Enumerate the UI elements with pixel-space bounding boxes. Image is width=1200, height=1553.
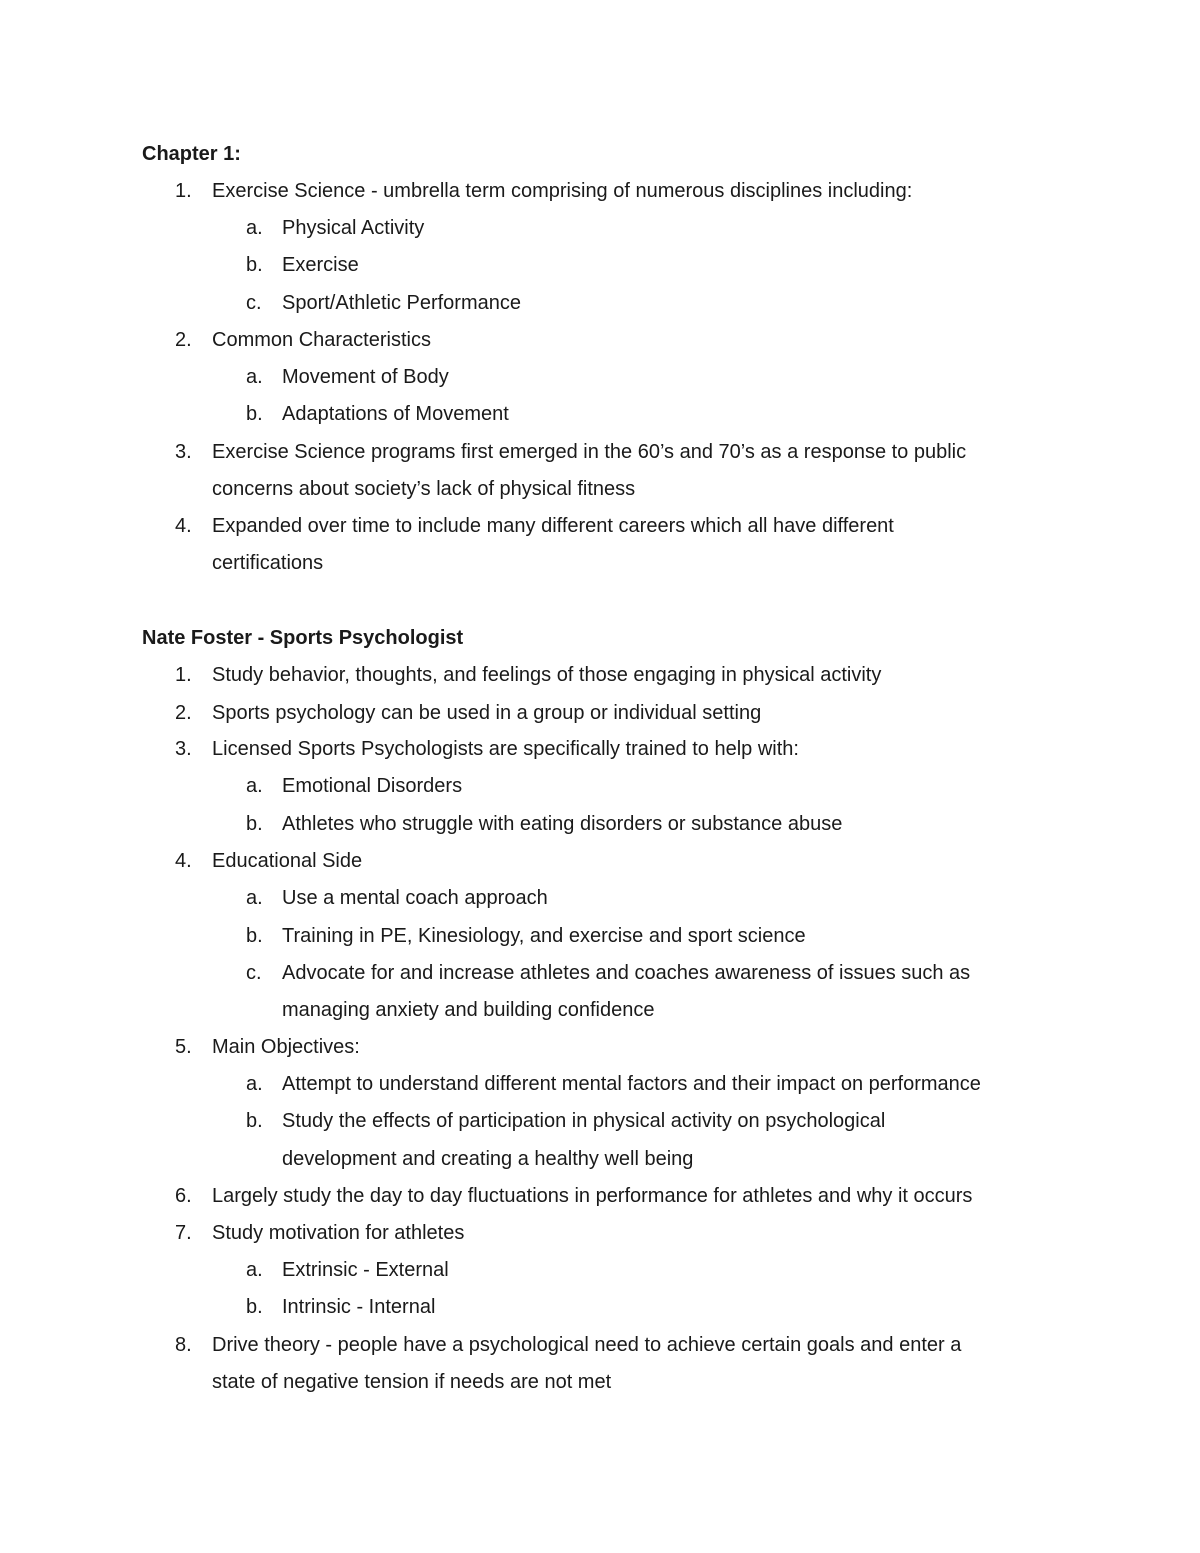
sub-list-marker: c. — [246, 962, 262, 984]
list-text: Licensed Sports Psychologists are specifically trained to help with: — [212, 738, 799, 760]
list-marker: 2. — [175, 702, 192, 724]
sub-list-text: Adaptations of Movement — [282, 403, 509, 425]
sub-list-marker: b. — [246, 925, 263, 947]
sub-list-text: Physical Activity — [282, 217, 425, 239]
list-text: Common Characteristics — [212, 329, 431, 351]
sub-list-marker: a. — [246, 217, 263, 239]
sub-list-text: Advocate for and increase athletes and coaches awareness of issues such as — [282, 962, 971, 984]
sub-list-text: Training in PE, Kinesiology, and exercise and sport science — [282, 925, 806, 947]
list-marker: 4. — [175, 515, 192, 537]
list-text: Educational Side — [212, 850, 363, 872]
list-text: Sports psychology can be used in a group or individual setting — [212, 702, 762, 724]
sub-list-marker: a. — [246, 887, 263, 909]
list-marker: 4. — [175, 850, 192, 872]
sub-list-text: Exercise — [282, 254, 359, 276]
sub-list-text: Intrinsic - Internal — [282, 1296, 436, 1318]
list-text: Study motivation for athletes — [212, 1222, 465, 1244]
sub-list-text: Athletes who struggle with eating disorders or substance abuse — [282, 813, 843, 835]
chapter-heading: Chapter 1: — [142, 143, 241, 165]
list-text: Study behavior, thoughts, and feelings of those engaging in physical activity — [212, 664, 882, 686]
list-text: Drive theory - people have a psychological need to achieve certain goals and enter a — [212, 1334, 962, 1356]
sub-list-text: Study the effects of participation in physical activity on psychological — [282, 1110, 886, 1132]
sub-list-text: Movement of Body — [282, 366, 449, 388]
sub-list-marker: b. — [246, 1110, 263, 1132]
sub-list-marker: a. — [246, 366, 263, 388]
list-marker: 7. — [175, 1222, 192, 1244]
sub-list-marker: b. — [246, 813, 263, 835]
sub-list-marker: a. — [246, 1073, 263, 1095]
sub-list-text: managing anxiety and building confidence — [282, 999, 655, 1021]
list-marker: 2. — [175, 329, 192, 351]
list-text: Expanded over time to include many different careers which all have different — [212, 515, 894, 537]
list-marker: 6. — [175, 1185, 192, 1207]
list-marker: 3. — [175, 441, 192, 463]
sub-list-marker: c. — [246, 292, 262, 314]
list-marker: 8. — [175, 1334, 192, 1356]
list-text: Exercise Science - umbrella term comprising of numerous disciplines including: — [212, 180, 913, 202]
list-text: Exercise Science programs first emerged in the 60’s and 70’s as a response to public — [212, 441, 967, 463]
list-text: Largely study the day to day fluctuations in performance for athletes and why it occurs — [212, 1185, 973, 1207]
list-text: Main Objectives: — [212, 1036, 360, 1058]
sub-list-text: Extrinsic - External — [282, 1259, 449, 1281]
sub-list-text: Emotional Disorders — [282, 775, 463, 797]
sub-list-text: Sport/Athletic Performance — [282, 292, 521, 314]
list-marker: 5. — [175, 1036, 192, 1058]
sub-list-marker: b. — [246, 403, 263, 425]
list-text: concerns about society’s lack of physical fitness — [212, 478, 636, 500]
sub-list-text: Use a mental coach approach — [282, 887, 548, 909]
sub-list-text: development and creating a healthy well being — [282, 1148, 694, 1170]
list-marker: 1. — [175, 664, 192, 686]
list-marker: 3. — [175, 738, 192, 760]
sub-list-text: Attempt to understand different mental factors and their impact on performance — [282, 1073, 981, 1095]
section-heading: Nate Foster - Sports Psychologist — [142, 627, 464, 649]
list-marker: 1. — [175, 180, 192, 202]
list-text: certifications — [212, 552, 324, 574]
sub-list-marker: b. — [246, 1296, 263, 1318]
sub-list-marker: b. — [246, 254, 263, 276]
sub-list-marker: a. — [246, 1259, 263, 1281]
list-text: state of negative tension if needs are not met — [212, 1371, 612, 1393]
sub-list-marker: a. — [246, 775, 263, 797]
